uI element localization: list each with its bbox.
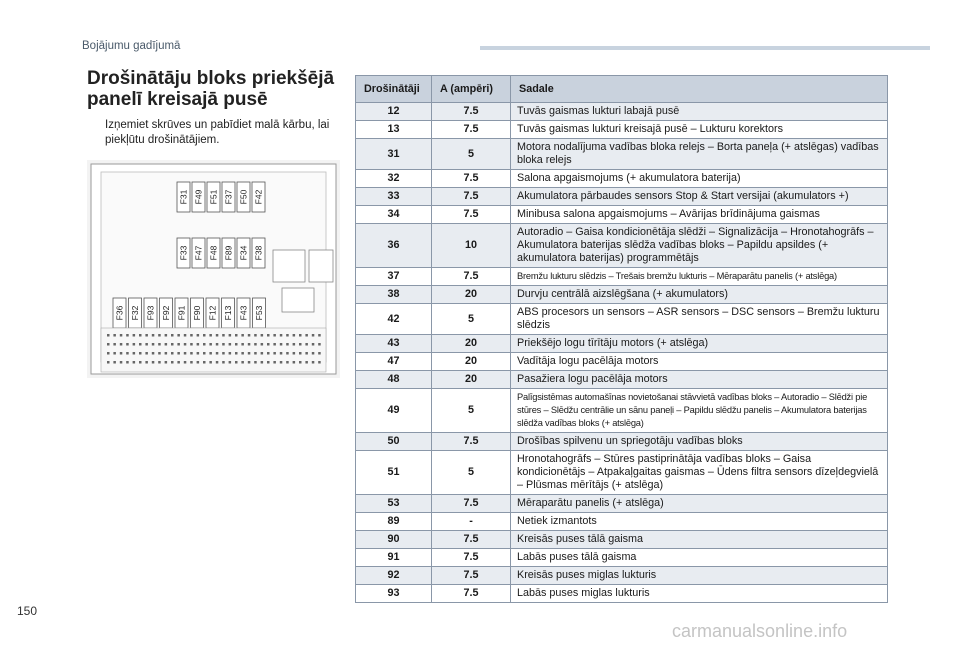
fuse-label: F43: [238, 305, 249, 321]
fuse-table: [355, 75, 888, 603]
fuse-number-cell: 12: [356, 103, 432, 121]
distribution-cell: Drošības spilvenu un spriegotāju vadības bloks: [511, 433, 888, 451]
fuse-label: F36: [114, 305, 125, 321]
fuse-number-cell: 37: [356, 268, 432, 286]
fuse-label: F48: [208, 245, 219, 261]
fuse-label: F12: [207, 305, 218, 321]
fuse-number-cell: 34: [356, 206, 432, 224]
table-row: [356, 389, 888, 433]
fuse-label: F13: [223, 305, 233, 321]
fuse-label: F34: [238, 245, 249, 261]
table-row: [356, 188, 888, 206]
amperage-cell: 5: [432, 389, 511, 433]
fuse-number-cell: 47: [356, 353, 432, 371]
fuse-box-diagram: [87, 160, 340, 378]
amperage-cell: 7.5: [432, 567, 511, 585]
distribution-cell: Pasažiera logu pacēlāja motors: [511, 371, 888, 389]
fuse-label: F51: [208, 189, 219, 205]
amperage-cell: 7.5: [432, 495, 511, 513]
fuse-number-cell: 92: [356, 567, 432, 585]
distribution-cell: Minibusa salona apgaismojums – Avārijas brīdinājuma gaismas: [511, 206, 888, 224]
table-row: [356, 531, 888, 549]
table-row: [356, 433, 888, 451]
table-header-row: [356, 76, 888, 103]
amperage-cell: 20: [432, 286, 511, 304]
fuse-label: F90: [192, 305, 202, 321]
fuse-label: F37: [223, 189, 234, 205]
table-row: [356, 353, 888, 371]
fuse-number-cell: 90: [356, 531, 432, 549]
title-line-1: Drošinātāju bloks priekšējā: [87, 68, 335, 89]
fuse-number-cell: 89: [356, 513, 432, 531]
table-row: [356, 549, 888, 567]
fuse-label: F89: [223, 245, 234, 261]
fuse-number-cell: 48: [356, 371, 432, 389]
amperage-cell: 7.5: [432, 188, 511, 206]
amperage-cell: 7.5: [432, 121, 511, 139]
table-row: [356, 103, 888, 121]
amperage-cell: 7.5: [432, 206, 511, 224]
fuse-number-cell: 91: [356, 549, 432, 567]
fuse-box-svg: [87, 160, 340, 378]
fuse-label: F38: [253, 245, 264, 261]
table-row: [356, 206, 888, 224]
header-bar: [480, 46, 930, 50]
fuse-number-cell: 33: [356, 188, 432, 206]
title-line-2: panelī kreisajā pusē: [87, 89, 268, 110]
fuse-number-cell: 53: [356, 495, 432, 513]
fuse-label: F91: [176, 305, 187, 321]
distribution-cell: Kreisās puses tālā gaisma: [511, 531, 888, 549]
table-row: [356, 224, 888, 268]
fuse-number-cell: 42: [356, 304, 432, 335]
distribution-cell: Priekšējo logu tīrītāju motors (+ atslēga): [511, 335, 888, 353]
section-title: Bojājumu gadījumā: [82, 40, 181, 52]
table-row: [356, 268, 888, 286]
fuse-label: F50: [238, 189, 249, 205]
distribution-cell: Labās puses tālā gaisma: [511, 549, 888, 567]
fuse-label: F92: [161, 305, 171, 321]
distribution-cell: Bremžu lukturu slēdzis – Trešais bremžu lukturis – Mēraparātu panelis (+ atslēga): [511, 268, 888, 286]
amperage-cell: 20: [432, 335, 511, 353]
fuse-label: F33: [178, 245, 189, 261]
fuse-label: F32: [130, 305, 140, 321]
fuse-number-cell: 31: [356, 139, 432, 170]
table-row: [356, 513, 888, 531]
distribution-cell: Labās puses miglas lukturis: [511, 585, 888, 603]
fuse-label: F47: [193, 245, 204, 261]
instruction-text: Izņemiet skrūves un pabīdiet malā kārbu, lai piekļūtu drošinātājiem.: [105, 119, 330, 146]
distribution-cell: Tuvās gaismas lukturi labajā pusē: [511, 103, 888, 121]
amperage-cell: 10: [432, 224, 511, 268]
page-header: [0, 32, 960, 62]
amperage-cell: 20: [432, 371, 511, 389]
fuse-number-cell: 38: [356, 286, 432, 304]
distribution-cell: Motora nodalījuma vadības bloka relejs – Borta paneļa (+ atslēgas) vadības bloka relejs: [511, 139, 888, 170]
table-row: [356, 121, 888, 139]
amperage-cell: 7.5: [432, 103, 511, 121]
distribution-cell: Tuvās gaismas lukturi kreisajā pusē – Lukturu korektors: [511, 121, 888, 139]
distribution-cell: Akumulatora pārbaudes sensors Stop & Start versijai (akumulators +): [511, 188, 888, 206]
amperage-cell: 7.5: [432, 268, 511, 286]
table-row: [356, 451, 888, 495]
distribution-cell: Durvju centrālā aizslēgšana (+ akumulators): [511, 286, 888, 304]
fuse-label: F49: [193, 189, 204, 205]
fuse-number-cell: 93: [356, 585, 432, 603]
distribution-cell: Vadītāja logu pacēlāja motors: [511, 353, 888, 371]
amperage-cell: 20: [432, 353, 511, 371]
fuse-label: F42: [253, 189, 264, 205]
table-row: [356, 585, 888, 603]
amperage-cell: 5: [432, 304, 511, 335]
table-row: [356, 371, 888, 389]
fuse-number-cell: 50: [356, 433, 432, 451]
instruction: [87, 118, 347, 148]
table-row: [356, 286, 888, 304]
fuse-label: F53: [254, 305, 264, 321]
distribution-cell: Salona apgaismojums (+ akumulatora baterija): [511, 170, 888, 188]
distribution-cell: Hronotahogrāfs – Stūres pastiprinātāja vadības bloks – Gaisa kondicionētājs – Atpakaļgaitas gaismas – Ūdens filtra sensors dīzeļdegvielā – Plūsmas mērītājs (+ atslēga): [511, 451, 888, 495]
amperage-cell: 5: [432, 139, 511, 170]
amperage-cell: 7.5: [432, 585, 511, 603]
amperage-cell: 7.5: [432, 531, 511, 549]
amperage-cell: 7.5: [432, 433, 511, 451]
table-row: [356, 335, 888, 353]
fuse-number-cell: 13: [356, 121, 432, 139]
table-row: [356, 139, 888, 170]
fuse-number-cell: 32: [356, 170, 432, 188]
page-number: 150: [17, 604, 38, 618]
table-row: [356, 567, 888, 585]
fuse-number-cell: 43: [356, 335, 432, 353]
amperage-cell: 5: [432, 451, 511, 495]
header-fuse: Drošinātāji: [356, 76, 432, 103]
distribution-cell: Kreisās puses miglas lukturis: [511, 567, 888, 585]
fuse-number-cell: 36: [356, 224, 432, 268]
fuse-label: F31: [178, 189, 189, 205]
table-row: [356, 304, 888, 335]
table-row: [356, 495, 888, 513]
distribution-cell: Netiek izmantots: [511, 513, 888, 531]
fuse-number-cell: 51: [356, 451, 432, 495]
amperage-cell: 7.5: [432, 549, 511, 567]
fuse-number-cell: 49: [356, 389, 432, 433]
distribution-cell: Palīgsistēmas automašīnas novietošanai stāvvietā vadības bloks – Autoradio – Slēdži pie stūres – Slēdžu centrālie un sānu paneļi – Papildu slēdžu panelis – Akumulatora baterijas slēdža vadības bloks (+ atslēga): [511, 389, 888, 433]
page-title: [87, 68, 357, 110]
fuse-label: F93: [145, 305, 156, 321]
watermark: carmanualsonline.info: [672, 621, 848, 641]
amperage-cell: 7.5: [432, 170, 511, 188]
header-amp: A (ampēri): [432, 76, 511, 103]
distribution-cell: ABS procesors un sensors – ASR sensors – DSC sensors – Bremžu lukturu slēdzis: [511, 304, 888, 335]
distribution-cell: Autoradio – Gaisa kondicionētāja slēdži – Signalizācija – Hronotahogrāfs – Akumulatora baterijas slēdža vadības bloks – Papildu apsildes (+ akumulatora baterijas) programmētājs: [511, 224, 888, 268]
distribution-cell: Mēraparātu panelis (+ atslēga): [511, 495, 888, 513]
amperage-cell: -: [432, 513, 511, 531]
table-row: [356, 170, 888, 188]
header-distribution: Sadale: [511, 76, 888, 103]
